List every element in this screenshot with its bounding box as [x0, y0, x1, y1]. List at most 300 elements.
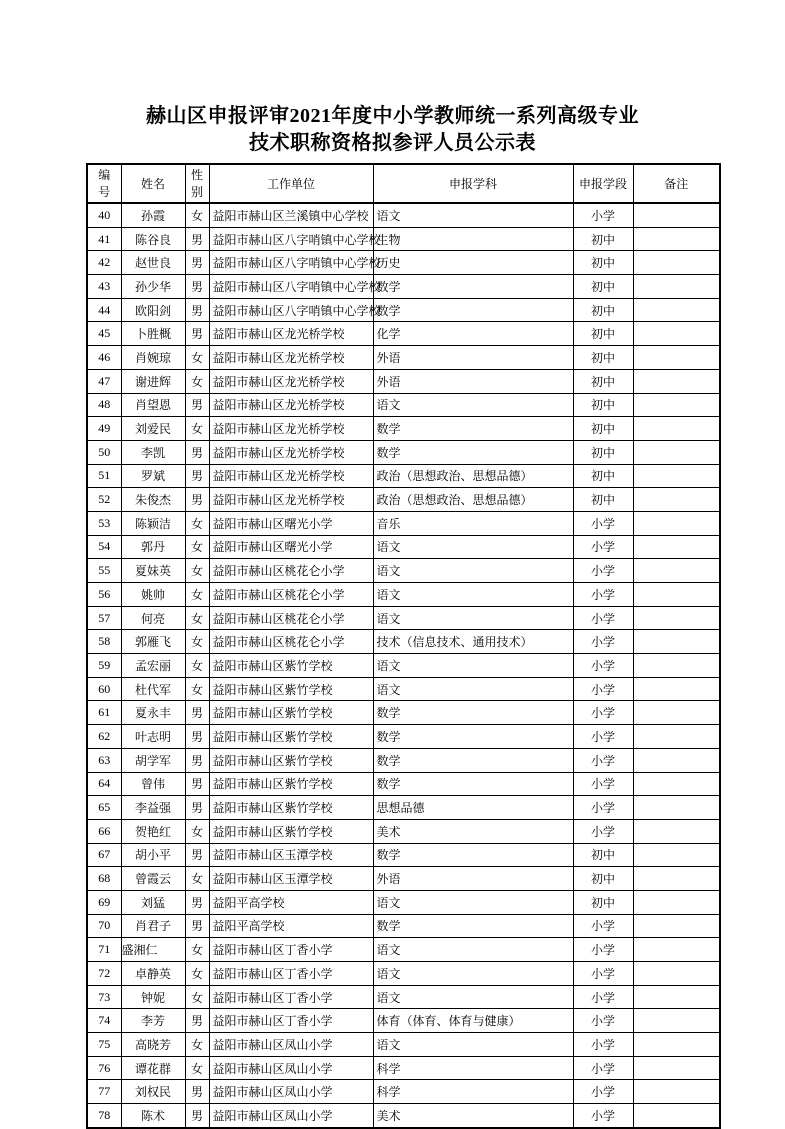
cell-unit: 益阳平高学校 [209, 914, 373, 938]
cell-unit: 益阳市赫山区桃花仑小学 [209, 630, 373, 654]
cell-note [633, 251, 720, 275]
cell-note [633, 654, 720, 678]
cell-gender: 男 [185, 322, 209, 346]
cell-id: 46 [87, 346, 121, 370]
cell-note [633, 583, 720, 607]
table-row [87, 369, 720, 393]
cell-unit: 益阳市赫山区龙光桥学校 [209, 417, 373, 441]
cell-name: 肖望恩 [121, 393, 185, 417]
cell-gender: 女 [185, 985, 209, 1009]
cell-unit: 益阳市赫山区八字哨镇中心学校 [209, 298, 373, 322]
table-row [87, 1080, 720, 1104]
cell-gender: 女 [185, 654, 209, 678]
cell-unit: 益阳市赫山区龙光桥学校 [209, 322, 373, 346]
cell-unit: 益阳市赫山区紫竹学校 [209, 796, 373, 820]
cell-subject: 政治（思想政治、思想品德） [373, 464, 573, 488]
cell-note [633, 298, 720, 322]
cell-note [633, 914, 720, 938]
table-row [87, 914, 720, 938]
cell-id: 47 [87, 369, 121, 393]
cell-unit: 益阳市赫山区紫竹学校 [209, 748, 373, 772]
table-row [87, 677, 720, 701]
cell-level: 小学 [573, 535, 633, 559]
table-row [87, 1009, 720, 1033]
cell-id: 42 [87, 251, 121, 275]
cell-gender: 男 [185, 725, 209, 749]
table-row [87, 772, 720, 796]
cell-gender: 男 [185, 1104, 209, 1128]
cell-id: 60 [87, 677, 121, 701]
cell-subject: 化学 [373, 322, 573, 346]
cell-note [633, 938, 720, 962]
cell-gender: 男 [185, 275, 209, 299]
cell-subject: 科学 [373, 1056, 573, 1080]
cell-unit: 益阳市赫山区八字哨镇中心学校 [209, 275, 373, 299]
cell-id: 54 [87, 535, 121, 559]
cell-subject: 数学 [373, 914, 573, 938]
cell-gender: 男 [185, 464, 209, 488]
cell-unit: 益阳市赫山区紫竹学校 [209, 772, 373, 796]
cell-unit: 益阳市赫山区丁香小学 [209, 962, 373, 986]
cell-level: 初中 [573, 843, 633, 867]
cell-subject: 数学 [373, 843, 573, 867]
cell-id: 40 [87, 203, 121, 227]
cell-name: 肖婉琼 [121, 346, 185, 370]
cell-subject: 外语 [373, 369, 573, 393]
cell-id: 58 [87, 630, 121, 654]
table-header [87, 164, 720, 203]
cell-unit: 益阳市赫山区桃花仑小学 [209, 583, 373, 607]
cell-unit: 益阳市赫山区凤山小学 [209, 1080, 373, 1104]
cell-gender: 男 [185, 914, 209, 938]
col-header-id: 编号 [87, 164, 121, 203]
cell-level: 初中 [573, 417, 633, 441]
table-row [87, 890, 720, 914]
cell-note [633, 275, 720, 299]
cell-level: 初中 [573, 251, 633, 275]
table-row [87, 1056, 720, 1080]
cell-name: 谢进辉 [121, 369, 185, 393]
cell-note [633, 962, 720, 986]
cell-note [633, 488, 720, 512]
cell-unit: 益阳市赫山区桃花仑小学 [209, 559, 373, 583]
cell-note [633, 606, 720, 630]
cell-unit: 益阳市赫山区凤山小学 [209, 1056, 373, 1080]
cell-unit: 益阳市赫山区八字哨镇中心学校 [209, 251, 373, 275]
table-row [87, 938, 720, 962]
cell-unit: 益阳市赫山区凤山小学 [209, 1033, 373, 1057]
cell-gender: 女 [185, 819, 209, 843]
table-row [87, 464, 720, 488]
cell-gender: 女 [185, 203, 209, 227]
cell-subject: 美术 [373, 819, 573, 843]
cell-subject: 数学 [373, 440, 573, 464]
cell-subject: 政治（思想政治、思想品德） [373, 488, 573, 512]
cell-subject: 语文 [373, 535, 573, 559]
cell-gender: 女 [185, 867, 209, 891]
cell-gender: 女 [185, 583, 209, 607]
table-row [87, 843, 720, 867]
cell-id: 65 [87, 796, 121, 820]
cell-note [633, 1009, 720, 1033]
cell-id: 48 [87, 393, 121, 417]
cell-note [633, 440, 720, 464]
table-row [87, 322, 720, 346]
cell-subject: 语文 [373, 890, 573, 914]
cell-subject: 数学 [373, 748, 573, 772]
cell-note [633, 1080, 720, 1104]
cell-subject: 美术 [373, 1104, 573, 1128]
cell-id: 51 [87, 464, 121, 488]
table-row [87, 1104, 720, 1128]
cell-unit: 益阳市赫山区丁香小学 [209, 1009, 373, 1033]
table-row [87, 393, 720, 417]
cell-id: 62 [87, 725, 121, 749]
page-title [0, 103, 785, 157]
cell-name: 胡小平 [121, 843, 185, 867]
table-row [87, 985, 720, 1009]
cell-subject: 语文 [373, 938, 573, 962]
cell-level: 小学 [573, 606, 633, 630]
cell-id: 59 [87, 654, 121, 678]
cell-name: 杜代军 [121, 677, 185, 701]
cell-unit: 益阳市赫山区八字哨镇中心学校 [209, 227, 373, 251]
cell-level: 小学 [573, 511, 633, 535]
cell-unit: 益阳市赫山区龙光桥学校 [209, 393, 373, 417]
cell-level: 小学 [573, 796, 633, 820]
cell-id: 52 [87, 488, 121, 512]
table-body [87, 203, 720, 1128]
table-row [87, 488, 720, 512]
cell-level: 小学 [573, 677, 633, 701]
cell-level: 小学 [573, 654, 633, 678]
cell-subject: 数学 [373, 417, 573, 441]
cell-id: 63 [87, 748, 121, 772]
cell-unit: 益阳市赫山区丁香小学 [209, 985, 373, 1009]
roster-table [86, 163, 721, 1129]
table-row [87, 440, 720, 464]
col-header-gender: 性别 [185, 164, 209, 203]
cell-level: 小学 [573, 1056, 633, 1080]
cell-level: 小学 [573, 1033, 633, 1057]
cell-subject: 体育（体育、体育与健康） [373, 1009, 573, 1033]
col-header-level: 申报学段 [573, 164, 633, 203]
cell-id: 61 [87, 701, 121, 725]
cell-unit: 益阳市赫山区紫竹学校 [209, 654, 373, 678]
cell-note [633, 417, 720, 441]
table-row [87, 962, 720, 986]
cell-note [633, 867, 720, 891]
cell-note [633, 748, 720, 772]
cell-note [633, 346, 720, 370]
cell-id: 69 [87, 890, 121, 914]
cell-id: 57 [87, 606, 121, 630]
cell-gender: 女 [185, 417, 209, 441]
cell-unit: 益阳市赫山区兰溪镇中心学校 [209, 203, 373, 227]
cell-name: 叶志明 [121, 725, 185, 749]
cell-note [633, 843, 720, 867]
header-row [87, 164, 720, 203]
table-row [87, 275, 720, 299]
col-header-subject: 申报学科 [373, 164, 573, 203]
cell-gender: 女 [185, 606, 209, 630]
cell-level: 初中 [573, 890, 633, 914]
cell-level: 小学 [573, 1104, 633, 1128]
cell-level: 小学 [573, 985, 633, 1009]
table-row [87, 346, 720, 370]
cell-note [633, 1056, 720, 1080]
cell-gender: 男 [185, 1080, 209, 1104]
cell-note [633, 1104, 720, 1128]
cell-level: 初中 [573, 488, 633, 512]
cell-id: 50 [87, 440, 121, 464]
cell-id: 74 [87, 1009, 121, 1033]
cell-gender: 男 [185, 440, 209, 464]
table-row [87, 583, 720, 607]
cell-gender: 男 [185, 701, 209, 725]
cell-id: 56 [87, 583, 121, 607]
cell-id: 76 [87, 1056, 121, 1080]
cell-subject: 语文 [373, 606, 573, 630]
page-title-line1: 赫山区申报评审2021年度中小学教师统一系列高级专业 [146, 105, 639, 127]
cell-name: 曾霞云 [121, 867, 185, 891]
table-row [87, 1033, 720, 1057]
table-row [87, 701, 720, 725]
cell-unit: 益阳市赫山区龙光桥学校 [209, 369, 373, 393]
cell-name: 何亮 [121, 606, 185, 630]
cell-unit: 益阳市赫山区桃花仑小学 [209, 606, 373, 630]
cell-unit: 益阳市赫山区龙光桥学校 [209, 464, 373, 488]
cell-level: 小学 [573, 583, 633, 607]
cell-level: 小学 [573, 748, 633, 772]
cell-level: 小学 [573, 701, 633, 725]
cell-gender: 女 [185, 630, 209, 654]
col-header-unit: 工作单位 [209, 164, 373, 203]
cell-name: 李益强 [121, 796, 185, 820]
cell-name: 李凯 [121, 440, 185, 464]
cell-subject: 语文 [373, 583, 573, 607]
cell-gender: 女 [185, 938, 209, 962]
cell-subject: 数学 [373, 701, 573, 725]
cell-gender: 女 [185, 535, 209, 559]
cell-gender: 男 [185, 890, 209, 914]
cell-name: 刘猛 [121, 890, 185, 914]
cell-subject: 生物 [373, 227, 573, 251]
cell-unit: 益阳市赫山区紫竹学校 [209, 819, 373, 843]
cell-subject: 语文 [373, 1033, 573, 1057]
table-row [87, 417, 720, 441]
cell-subject: 数学 [373, 772, 573, 796]
cell-id: 43 [87, 275, 121, 299]
cell-note [633, 322, 720, 346]
cell-unit: 益阳市赫山区玉潭学校 [209, 867, 373, 891]
cell-level: 小学 [573, 1009, 633, 1033]
cell-gender: 男 [185, 772, 209, 796]
cell-name: 刘爱民 [121, 417, 185, 441]
cell-gender: 女 [185, 1056, 209, 1080]
cell-subject: 音乐 [373, 511, 573, 535]
cell-name: 欧阳剑 [121, 298, 185, 322]
cell-note [633, 725, 720, 749]
cell-level: 小学 [573, 914, 633, 938]
cell-subject: 语文 [373, 203, 573, 227]
cell-level: 小学 [573, 938, 633, 962]
cell-gender: 男 [185, 298, 209, 322]
cell-note [633, 369, 720, 393]
cell-gender: 男 [185, 748, 209, 772]
cell-unit: 益阳市赫山区曙光小学 [209, 535, 373, 559]
cell-id: 41 [87, 227, 121, 251]
cell-note [633, 393, 720, 417]
cell-unit: 益阳市赫山区紫竹学校 [209, 725, 373, 749]
cell-level: 初中 [573, 298, 633, 322]
cell-id: 77 [87, 1080, 121, 1104]
cell-level: 初中 [573, 369, 633, 393]
cell-id: 70 [87, 914, 121, 938]
table-row [87, 559, 720, 583]
cell-id: 67 [87, 843, 121, 867]
cell-note [633, 464, 720, 488]
cell-unit: 益阳市赫山区丁香小学 [209, 938, 373, 962]
cell-unit: 益阳市赫山区紫竹学校 [209, 677, 373, 701]
cell-gender: 女 [185, 346, 209, 370]
table-row [87, 819, 720, 843]
cell-note [633, 1033, 720, 1057]
cell-level: 小学 [573, 559, 633, 583]
cell-subject: 数学 [373, 275, 573, 299]
cell-subject: 语文 [373, 559, 573, 583]
cell-name: 郭丹 [121, 535, 185, 559]
cell-id: 64 [87, 772, 121, 796]
cell-note [633, 535, 720, 559]
cell-subject: 数学 [373, 725, 573, 749]
cell-name: 陈颖洁 [121, 511, 185, 535]
cell-unit: 益阳市赫山区曙光小学 [209, 511, 373, 535]
cell-subject: 历史 [373, 251, 573, 275]
cell-level: 小学 [573, 725, 633, 749]
cell-level: 初中 [573, 227, 633, 251]
cell-subject: 语文 [373, 985, 573, 1009]
cell-note [633, 796, 720, 820]
cell-subject: 语文 [373, 962, 573, 986]
cell-name: 胡学军 [121, 748, 185, 772]
cell-id: 49 [87, 417, 121, 441]
cell-unit: 益阳市赫山区龙光桥学校 [209, 440, 373, 464]
cell-name: 肖君子 [121, 914, 185, 938]
cell-subject: 外语 [373, 346, 573, 370]
table-row [87, 867, 720, 891]
cell-name: 陈谷良 [121, 227, 185, 251]
cell-subject: 语文 [373, 654, 573, 678]
cell-gender: 女 [185, 369, 209, 393]
cell-note [633, 511, 720, 535]
cell-name: 谭花群 [121, 1056, 185, 1080]
table-row [87, 203, 720, 227]
cell-name: 夏永丰 [121, 701, 185, 725]
cell-unit: 益阳市赫山区龙光桥学校 [209, 488, 373, 512]
cell-note [633, 890, 720, 914]
cell-subject: 数学 [373, 298, 573, 322]
cell-level: 小学 [573, 630, 633, 654]
cell-name: 陈术 [121, 1104, 185, 1128]
cell-name: 曾伟 [121, 772, 185, 796]
cell-unit: 益阳平高学校 [209, 890, 373, 914]
cell-level: 初中 [573, 464, 633, 488]
cell-note [633, 630, 720, 654]
cell-gender: 女 [185, 1033, 209, 1057]
cell-name: 卓静英 [121, 962, 185, 986]
cell-subject: 语文 [373, 393, 573, 417]
cell-note [633, 819, 720, 843]
table-row [87, 630, 720, 654]
cell-level: 初中 [573, 440, 633, 464]
cell-subject: 语文 [373, 677, 573, 701]
table-row [87, 511, 720, 535]
cell-level: 小学 [573, 962, 633, 986]
table-row [87, 725, 720, 749]
table-row [87, 606, 720, 630]
cell-gender: 男 [185, 488, 209, 512]
cell-gender: 男 [185, 251, 209, 275]
table-row [87, 535, 720, 559]
cell-id: 68 [87, 867, 121, 891]
cell-name: 贺艳红 [121, 819, 185, 843]
cell-level: 小学 [573, 203, 633, 227]
table-row [87, 654, 720, 678]
cell-gender: 女 [185, 559, 209, 583]
cell-id: 71 [87, 938, 121, 962]
cell-gender: 女 [185, 962, 209, 986]
cell-id: 45 [87, 322, 121, 346]
cell-level: 小学 [573, 819, 633, 843]
cell-subject: 思想品德 [373, 796, 573, 820]
cell-name: 孙少华 [121, 275, 185, 299]
cell-id: 53 [87, 511, 121, 535]
cell-id: 78 [87, 1104, 121, 1128]
cell-subject: 科学 [373, 1080, 573, 1104]
cell-level: 初中 [573, 867, 633, 891]
cell-id: 66 [87, 819, 121, 843]
cell-level: 小学 [573, 772, 633, 796]
cell-gender: 女 [185, 511, 209, 535]
table-row [87, 748, 720, 772]
cell-id: 55 [87, 559, 121, 583]
cell-note [633, 677, 720, 701]
cell-id: 73 [87, 985, 121, 1009]
cell-level: 初中 [573, 275, 633, 299]
col-header-note: 备注 [633, 164, 720, 203]
cell-gender: 男 [185, 1009, 209, 1033]
cell-name: 姚帅 [121, 583, 185, 607]
cell-level: 初中 [573, 393, 633, 417]
page-title-line2: 技术职称资格拟参评人员公示表 [249, 132, 536, 154]
cell-name: 钟妮 [121, 985, 185, 1009]
cell-level: 小学 [573, 1080, 633, 1104]
cell-gender: 男 [185, 796, 209, 820]
cell-unit: 益阳市赫山区龙光桥学校 [209, 346, 373, 370]
cell-name: 夏妹英 [121, 559, 185, 583]
cell-name: 罗斌 [121, 464, 185, 488]
cell-note [633, 701, 720, 725]
cell-unit: 益阳市赫山区紫竹学校 [209, 701, 373, 725]
cell-gender: 女 [185, 677, 209, 701]
table-row [87, 796, 720, 820]
table-row [87, 227, 720, 251]
cell-note [633, 227, 720, 251]
cell-name: 孟宏丽 [121, 654, 185, 678]
cell-name: 刘权民 [121, 1080, 185, 1104]
cell-gender: 男 [185, 843, 209, 867]
